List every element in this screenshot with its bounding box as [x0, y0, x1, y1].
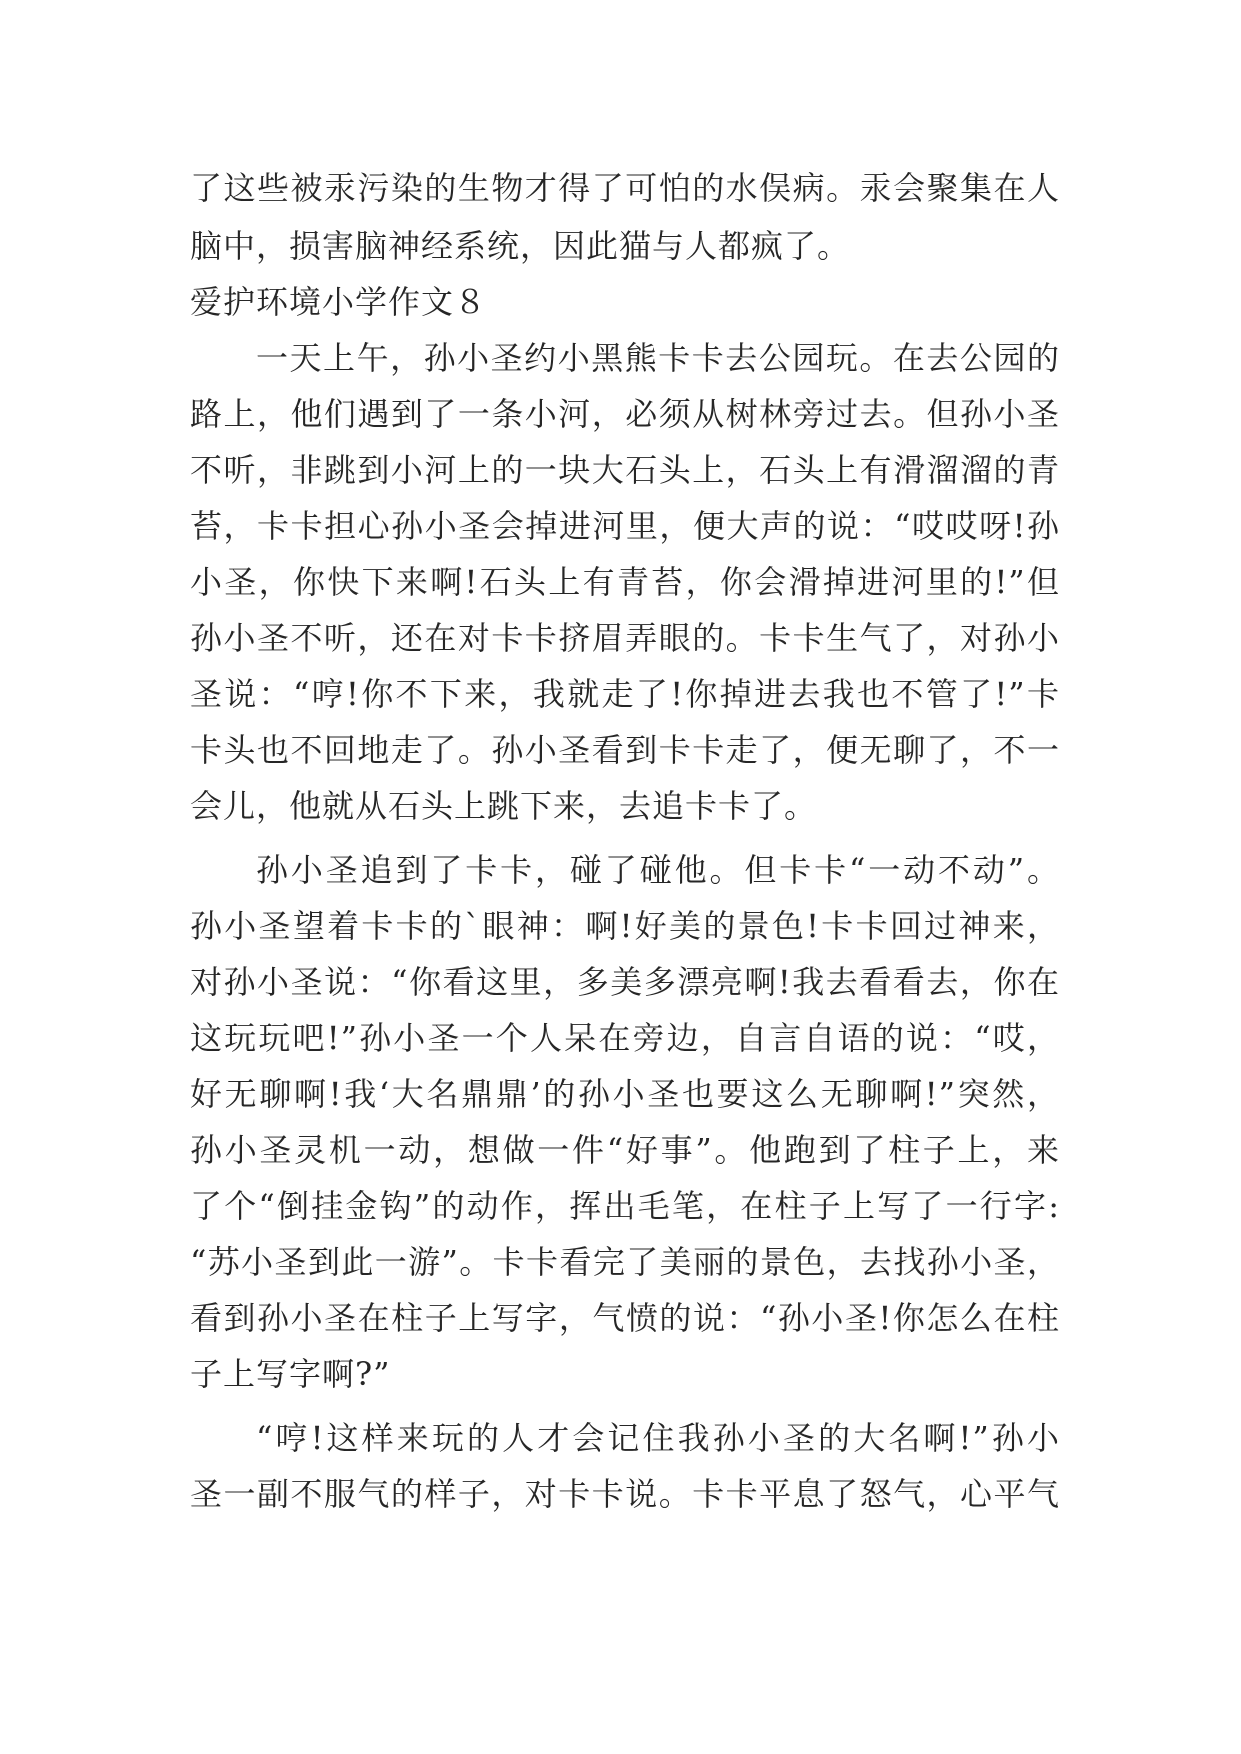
- text-line: 苔，卡卡担心孙小圣会掉进河里，便大声的说：“哎哎呀!孙: [190, 507, 1060, 545]
- text-line: 孙小圣追到了卡卡，碰了碰他。但卡卡“一动不动”。: [256, 851, 1060, 889]
- text-line: 了个“倒挂金钩”的动作，挥出毛笔，在柱子上写了一行字:: [190, 1187, 1060, 1225]
- text-line: 了这些被汞污染的生物才得了可怕的水俣病。汞会聚集在人: [190, 169, 1060, 207]
- text-line: “苏小圣到此一游”。卡卡看完了美丽的景色，去找孙小圣，: [190, 1243, 1060, 1281]
- text-line: 圣一副不服气的样子，对卡卡说。卡卡平息了怒气，心平气: [190, 1475, 1060, 1513]
- section-title: 爱护环境小学作文８: [190, 283, 488, 321]
- text-line: 圣说：“哼!你不下来，我就走了!你掉进去我也不管了!”卡: [190, 675, 1060, 713]
- text-line: 看到孙小圣在柱子上写字，气愤的说：“孙小圣!你怎么在柱: [190, 1299, 1060, 1337]
- text-line: 路上，他们遇到了一条小河，必须从树林旁过去。但孙小圣: [190, 395, 1060, 433]
- text-line: 对孙小圣说：“你看这里，多美多漂亮啊!我去看看去，你在: [190, 963, 1060, 1001]
- text-line: 一天上午，孙小圣约小黑熊卡卡去公园玩。在去公园的: [256, 339, 1060, 377]
- text-line: 孙小圣不听，还在对卡卡挤眉弄眼的。卡卡生气了，对孙小: [190, 619, 1060, 657]
- text-line: 这玩玩吧!”孙小圣一个人呆在旁边，自言自语的说：“哎，: [190, 1019, 1060, 1057]
- text-line: 孙小圣灵机一动，想做一件“好事”。他跑到了柱子上，来: [190, 1131, 1060, 1169]
- text-line: 小圣，你快下来啊!石头上有青苔，你会滑掉进河里的!”但: [190, 563, 1060, 601]
- text-line: 子上写字啊?”: [190, 1355, 391, 1393]
- text-line: 会儿，他就从石头上跳下来，去追卡卡了。: [190, 787, 818, 825]
- text-line: 孙小圣望着卡卡的`眼神：啊!好美的景色!卡卡回过神来，: [190, 907, 1060, 945]
- text-line: 好无聊啊!我‘大名鼎鼎’的孙小圣也要这么无聊啊!”突然，: [190, 1075, 1060, 1113]
- text-line: “哼!这样来玩的人才会记住我孙小圣的大名啊!”孙小: [256, 1419, 1060, 1457]
- text-line: 不听，非跳到小河上的一块大石头上，石头上有滑溜溜的青: [190, 451, 1060, 489]
- text-line: 卡头也不回地走了。孙小圣看到卡卡走了，便无聊了，不一: [190, 731, 1060, 769]
- text-line: 脑中，损害脑神经系统，因此猫与人都疯了。: [190, 227, 851, 265]
